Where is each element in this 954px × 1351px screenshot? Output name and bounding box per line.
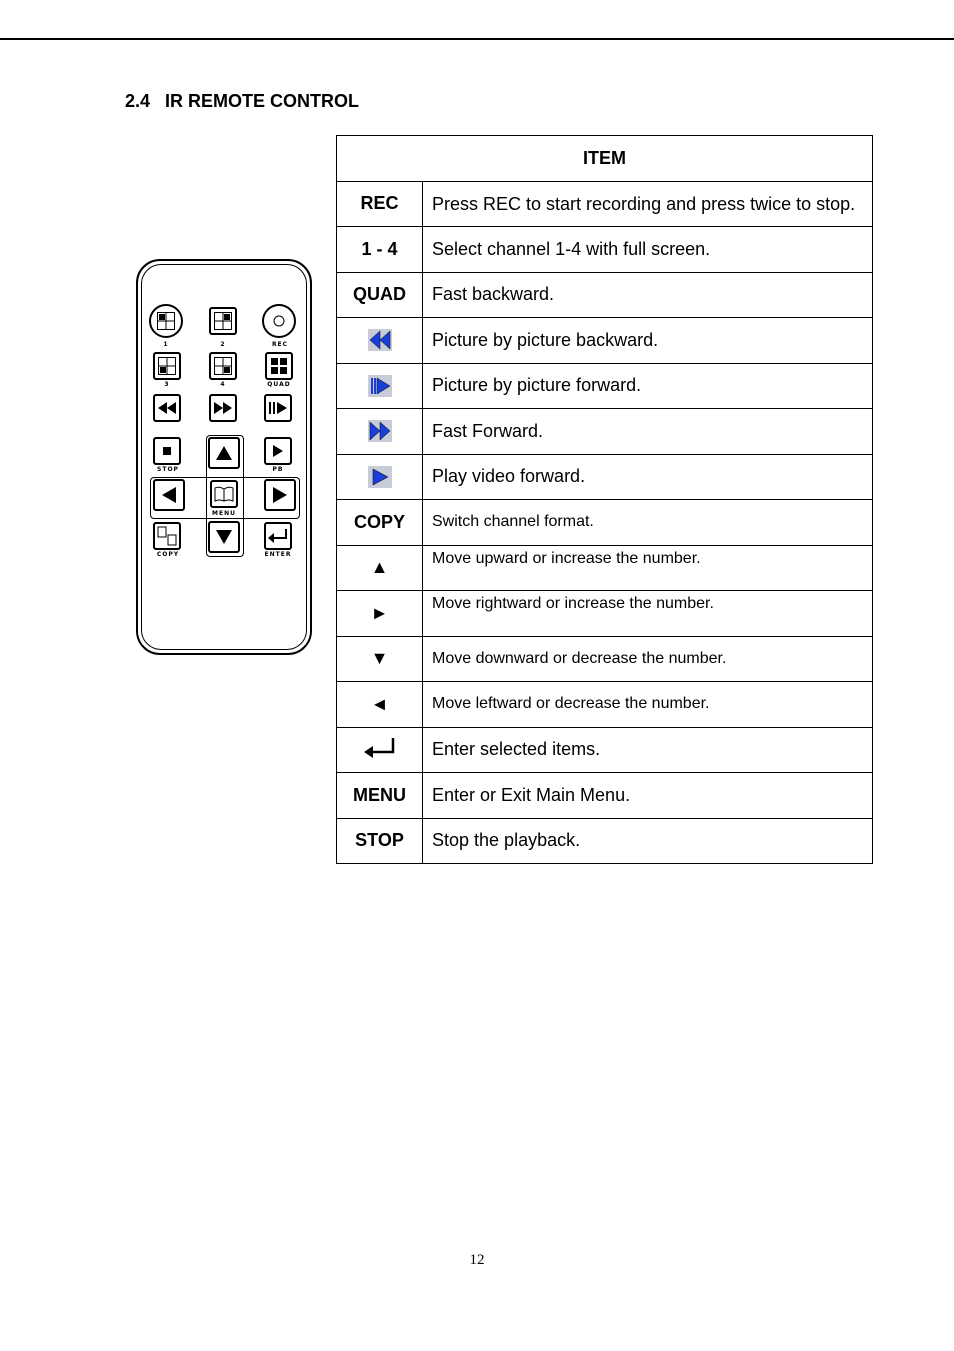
channel-1-button: [149, 304, 183, 338]
table-row: [337, 409, 873, 455]
row-desc: Enter selected items.: [423, 727, 873, 773]
top-rule: [0, 38, 954, 40]
label-rec: REC: [271, 341, 289, 348]
table-row: [337, 636, 873, 682]
row-desc: Picture by picture forward.: [423, 363, 873, 409]
row-key: [337, 454, 423, 500]
table-row: [337, 727, 873, 773]
table-row: [337, 318, 873, 364]
row-key: [337, 409, 423, 455]
row-desc: Move rightward or increase the number.: [423, 591, 873, 637]
remote-illustration: [136, 259, 312, 655]
right-button: [264, 479, 296, 511]
menu-button: [210, 480, 238, 508]
enter-arrow-icon: [363, 743, 397, 763]
table-header: ITEM: [337, 136, 873, 182]
step-forward-button: [264, 394, 292, 422]
row-desc: Switch channel format.: [423, 500, 873, 546]
row-key: ►: [337, 591, 423, 637]
stop-button: [153, 437, 181, 465]
label-1: 1: [163, 341, 169, 348]
table-row: [337, 454, 873, 500]
table-row: [337, 181, 873, 227]
rec-button: [262, 304, 296, 338]
row-desc: Fast backward.: [423, 272, 873, 318]
rewind-icon: [368, 329, 392, 351]
row-desc: Move leftward or decrease the number.: [423, 682, 873, 728]
label-menu: MENU: [212, 510, 236, 517]
channel-2-button: [209, 307, 237, 335]
label-2: 2: [220, 341, 226, 348]
channel-3-button: [153, 352, 181, 380]
row-desc: Move downward or decrease the number.: [423, 636, 873, 682]
rewind-button: [153, 394, 181, 422]
row-key: [337, 318, 423, 364]
row-desc: Picture by picture backward.: [423, 318, 873, 364]
row-desc: Play video forward.: [423, 454, 873, 500]
label-stop: STOP: [157, 466, 179, 473]
row-key: ◄: [337, 682, 423, 728]
label-enter: ENTER: [264, 551, 292, 558]
label-3: 3: [164, 381, 170, 388]
quad-button: [265, 352, 293, 380]
row-key: MENU: [337, 773, 423, 819]
row-desc: Stop the playback.: [423, 818, 873, 864]
table-row: [337, 272, 873, 318]
up-button: [208, 437, 240, 469]
row-desc: Move upward or increase the number.: [423, 545, 873, 591]
row-desc: Press REC to start recording and press twice to stop.: [423, 181, 873, 227]
table-row: [337, 363, 873, 409]
row-key: QUAD: [337, 272, 423, 318]
enter-button: [264, 522, 292, 550]
row-key: ▲: [337, 545, 423, 591]
copy-button: [153, 522, 181, 550]
label-quad: QUAD: [267, 381, 291, 388]
label-4: 4: [220, 381, 226, 388]
table-row: [337, 227, 873, 273]
playback-button: [264, 437, 292, 465]
left-button: [153, 479, 185, 511]
play-icon: [368, 466, 392, 488]
row-key: REC: [337, 181, 423, 227]
row-key: ▼: [337, 636, 423, 682]
item-table: [336, 135, 873, 864]
row-key: COPY: [337, 500, 423, 546]
row-key: 1 - 4: [337, 227, 423, 273]
table-row: [337, 773, 873, 819]
table-row: [337, 545, 873, 591]
table-row: [337, 682, 873, 728]
table-row: [337, 818, 873, 864]
row-key: STOP: [337, 818, 423, 864]
step-forward-icon: [368, 375, 392, 397]
down-button: [208, 521, 240, 553]
page-number: 12: [469, 1252, 485, 1268]
fast-forward-button: [209, 394, 237, 422]
table-row: [337, 500, 873, 546]
label-pb: PB: [272, 466, 284, 473]
row-desc: Enter or Exit Main Menu.: [423, 773, 873, 819]
row-desc: Select channel 1-4 with full screen.: [423, 227, 873, 273]
row-desc: Fast Forward.: [423, 409, 873, 455]
section-title: 2.4 IR REMOTE CONTROL: [125, 91, 360, 111]
row-key: [337, 363, 423, 409]
table-row: [337, 591, 873, 637]
label-copy: COPY: [156, 551, 180, 558]
channel-4-button: [209, 352, 237, 380]
row-key: [337, 727, 423, 773]
fast-forward-icon: [368, 420, 392, 442]
